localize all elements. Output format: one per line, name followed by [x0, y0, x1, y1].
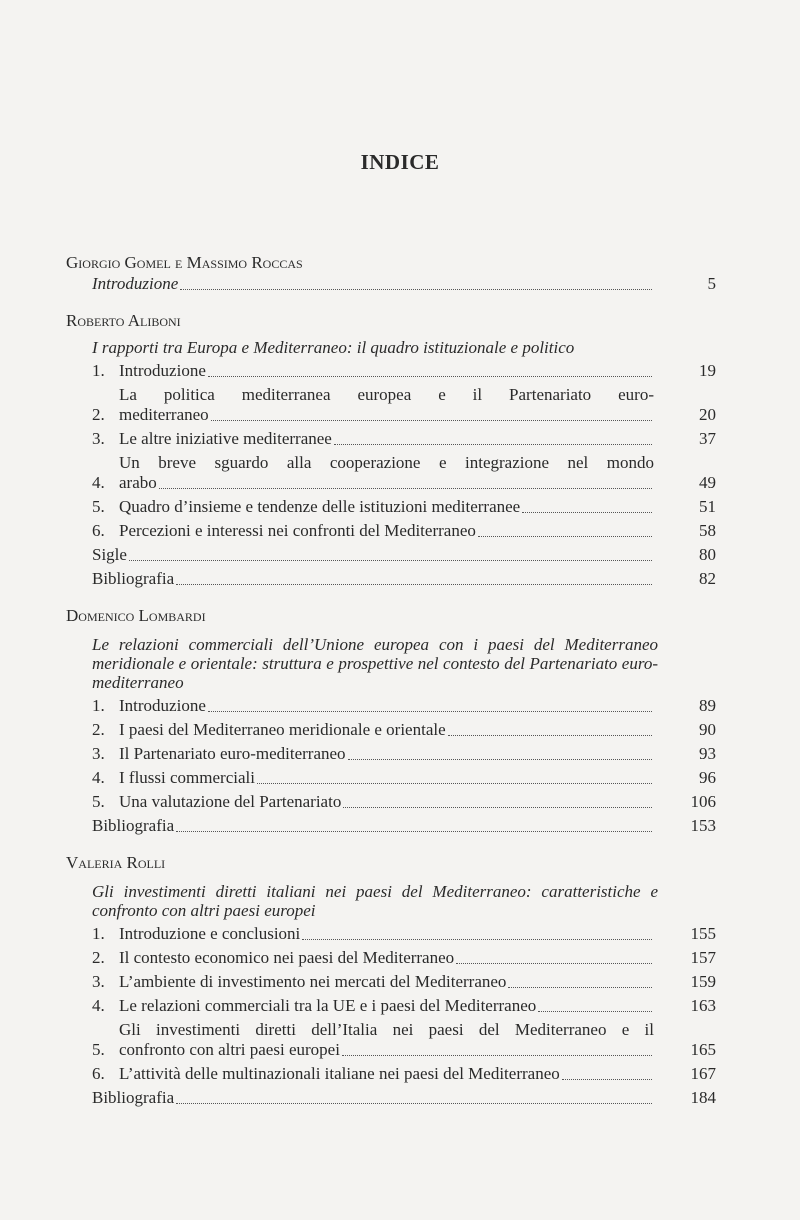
entry-label: Sigle	[92, 545, 127, 564]
entry-label: Le relazioni commerciali tra la UE e i paesi del Mediterraneo	[119, 996, 537, 1015]
entry-page: 51	[699, 497, 716, 516]
entry-label: I paesi del Mediterraneo meridionale e orientale	[119, 720, 446, 739]
chapter-entries	[92, 924, 716, 1108]
entry-label: Quadro d’insieme e tendenze delle istituzioni mediterranee	[119, 497, 521, 516]
entry-page: 90	[699, 720, 716, 739]
entry-page: 5	[707, 274, 716, 293]
entry-page: 163	[690, 996, 716, 1015]
entry-page: 93	[699, 744, 716, 763]
entry-number: 6.	[92, 1064, 105, 1083]
toc-entry	[92, 1020, 716, 1060]
toc-section	[66, 252, 716, 294]
toc-entry	[92, 385, 716, 425]
entry-number: 1.	[92, 924, 105, 943]
entry-label: Gli investimenti diretti dell’Italia nei paesi del Mediterraneo e il	[119, 1020, 654, 1039]
section-author: Roberto Aliboni	[66, 311, 181, 330]
entry-page: 49	[699, 473, 716, 492]
entry-page: 37	[699, 429, 716, 448]
entry-label: Bibliografia	[92, 816, 175, 835]
dot-leader	[334, 444, 652, 445]
section-author: Domenico Lombardi	[66, 606, 206, 625]
dot-leader	[159, 488, 652, 489]
entry-label: Il Partenariato euro-mediterraneo	[119, 744, 346, 763]
dot-leader	[180, 289, 652, 290]
entry-label: L’ambiente di investimento nei mercati del Mediterraneo	[119, 972, 507, 991]
toc-entry	[92, 816, 716, 836]
dot-leader	[302, 939, 652, 940]
dot-leader	[538, 1011, 652, 1012]
entry-label: Un breve sguardo alla cooperazione e integrazione nel mondo	[119, 453, 654, 472]
dot-leader	[176, 1103, 652, 1104]
entry-label: Introduzione	[119, 361, 206, 380]
toc-entry	[92, 274, 716, 294]
toc-entry	[92, 744, 716, 764]
entry-number: 5.	[92, 1040, 105, 1059]
toc-entry	[92, 768, 716, 788]
dot-leader	[343, 807, 652, 808]
entry-label: Bibliografia	[92, 1088, 175, 1107]
toc-entry	[92, 361, 716, 381]
entry-label: Le altre iniziative mediterranee	[119, 429, 332, 448]
entry-number: 4.	[92, 768, 105, 787]
entry-label-continued: arabo	[119, 473, 157, 492]
entry-page: 58	[699, 521, 716, 540]
chapter-entries	[92, 696, 716, 836]
entry-number: 4.	[92, 996, 105, 1015]
entry-page: 157	[690, 948, 716, 967]
entry-number: 2.	[92, 948, 105, 967]
entry-label: Introduzione	[119, 696, 206, 715]
dot-leader	[257, 783, 652, 784]
entry-number: 1.	[92, 696, 105, 715]
entry-page: 153	[690, 816, 716, 835]
dot-leader	[456, 963, 652, 964]
entry-number: 3.	[92, 429, 105, 448]
toc-section	[66, 605, 716, 836]
entry-number: 1.	[92, 361, 105, 380]
dot-leader	[562, 1079, 652, 1080]
page-title: INDICE	[360, 150, 440, 174]
entry-number: 2.	[92, 405, 105, 424]
entry-number: 6.	[92, 521, 105, 540]
entry-label: Il contesto economico nei paesi del Mediterraneo	[119, 948, 455, 967]
toc-entry	[92, 924, 716, 944]
dot-leader	[522, 512, 652, 513]
chapter-title: I rapporti tra Europa e Mediterraneo: il quadro istituzionale e politico	[92, 338, 575, 357]
entry-page: 96	[699, 768, 716, 787]
dot-leader	[176, 584, 652, 585]
entry-page: 155	[690, 924, 716, 943]
chapter-title: Le relazioni commerciali dell’Unione europea con i paesi del Mediterraneo meridionale e orientale: struttura e prospettive nel contesto del Partenariato euro-mediterraneo	[92, 635, 658, 692]
toc-entry	[92, 720, 716, 740]
entry-page: 159	[690, 972, 716, 991]
entry-page: 106	[690, 792, 716, 811]
toc-entry	[92, 1088, 716, 1108]
dot-leader	[348, 759, 652, 760]
toc-entry	[92, 972, 716, 992]
entry-label: La politica mediterranea europea e il Partenariato euro-	[119, 385, 654, 404]
entry-page: 89	[699, 696, 716, 715]
dot-leader	[342, 1055, 652, 1056]
entry-number: 2.	[92, 720, 105, 739]
table-of-contents	[66, 252, 716, 1124]
entry-page: 20	[699, 405, 716, 424]
entry-label: Introduzione	[92, 274, 179, 293]
toc-entry	[92, 521, 716, 541]
section-author: Valeria Rolli	[66, 853, 166, 872]
entry-page: 80	[699, 545, 716, 564]
entry-number: 3.	[92, 972, 105, 991]
toc-section	[66, 852, 716, 1108]
toc-entry	[92, 996, 716, 1016]
entry-label: L’attività delle multinazionali italiane nei paesi del Mediterraneo	[119, 1064, 560, 1083]
entry-number: 3.	[92, 744, 105, 763]
entry-number: 4.	[92, 473, 105, 492]
entry-page: 167	[690, 1064, 716, 1083]
entry-number: 5.	[92, 497, 105, 516]
toc-entry	[92, 497, 716, 517]
dot-leader	[176, 831, 652, 832]
entry-label: Una valutazione del Partenariato	[119, 792, 342, 811]
entry-page: 19	[699, 361, 716, 380]
entry-label-continued: mediterraneo	[119, 405, 209, 424]
chapter-entries	[92, 361, 716, 589]
entry-label: Percezioni e interessi nei confronti del Mediterraneo	[119, 521, 476, 540]
entry-page: 165	[690, 1040, 716, 1059]
dot-leader	[211, 420, 652, 421]
entry-label: Bibliografia	[92, 569, 175, 588]
dot-leader	[478, 536, 652, 537]
toc-entry	[92, 429, 716, 449]
toc-entry	[92, 569, 716, 589]
toc-entry	[92, 948, 716, 968]
toc-entry	[92, 696, 716, 716]
chapter-title: Gli investimenti diretti italiani nei paesi del Mediterraneo: caratteristiche e confronto con altri paesi europei	[92, 882, 658, 920]
entry-label: I flussi commerciali	[119, 768, 255, 787]
entry-label-continued: confronto con altri paesi europei	[119, 1040, 340, 1059]
toc-entry	[92, 792, 716, 812]
entry-number: 5.	[92, 792, 105, 811]
toc-entry	[92, 1064, 716, 1084]
toc-entry	[92, 453, 716, 493]
section-author: Giorgio Gomel e Massimo Roccas	[66, 253, 303, 272]
toc-entry	[92, 545, 716, 565]
toc-section	[66, 310, 716, 589]
dot-leader	[208, 711, 652, 712]
entry-page: 82	[699, 569, 716, 588]
dot-leader	[508, 987, 652, 988]
entry-page: 184	[690, 1088, 716, 1107]
dot-leader	[208, 376, 652, 377]
entry-label: Introduzione e conclusioni	[119, 924, 301, 943]
dot-leader	[448, 735, 652, 736]
dot-leader	[129, 560, 652, 561]
